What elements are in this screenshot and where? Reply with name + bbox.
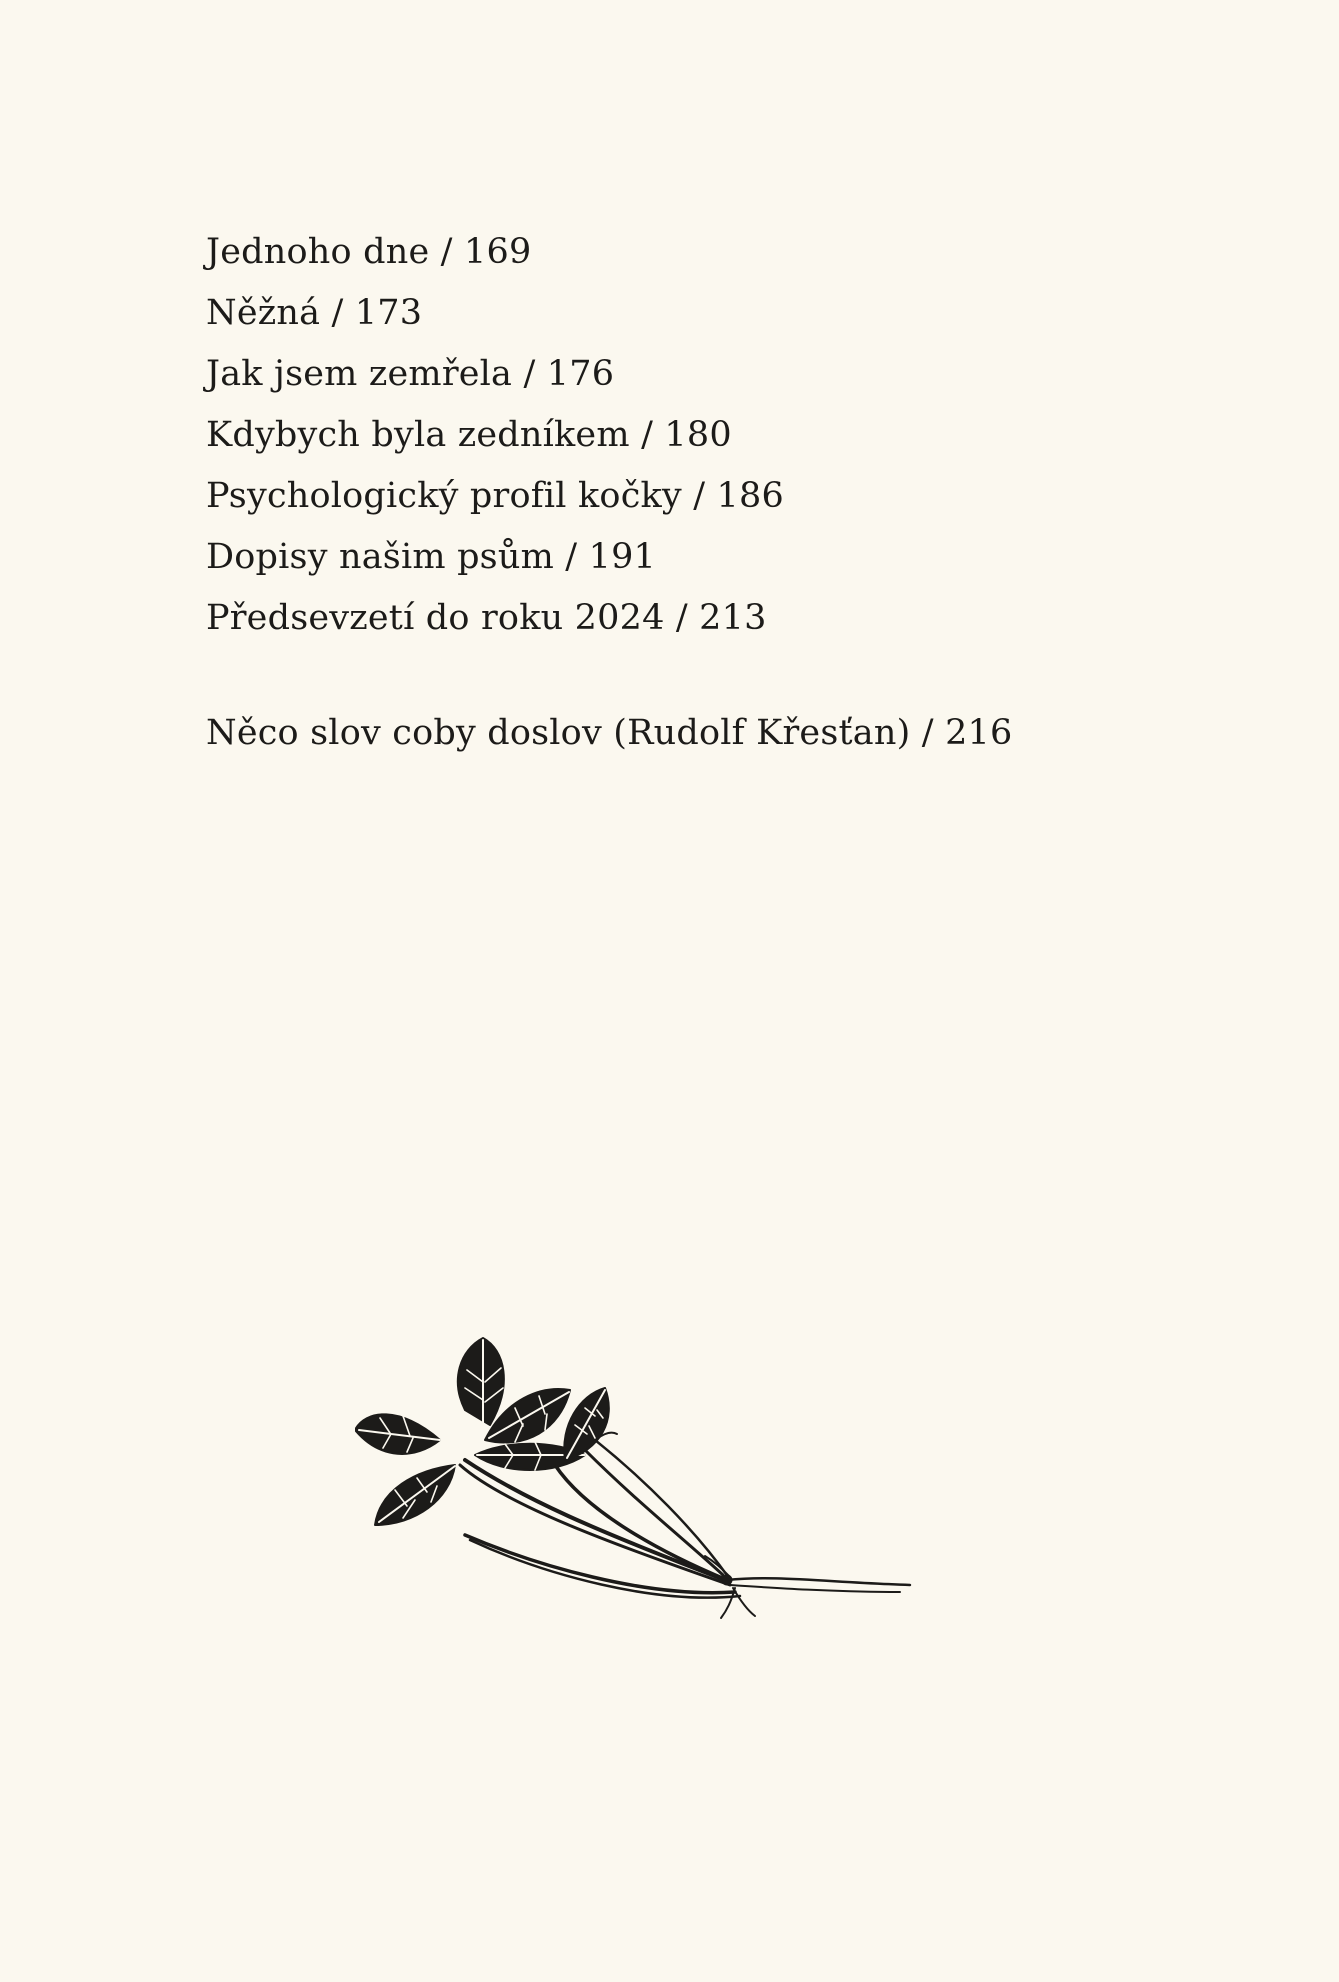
- toc-entry: Něžná / 173: [206, 293, 423, 333]
- toc-entry: Jednoho dne / 169: [206, 232, 532, 272]
- table-of-contents: [206, 222, 1206, 649]
- toc-entry: Psychologický profil kočky / 186: [206, 476, 784, 516]
- toc-entry: Kdybych byla zedníkem / 180: [206, 415, 732, 455]
- toc-afterword-entry: Něco slov coby doslov (Rudolf Křesťan) / 216: [206, 713, 1013, 753]
- toc-entry: Jak jsem zemřela / 176: [206, 354, 615, 394]
- toc-entry: Předsevzetí do roku 2024 / 213: [206, 598, 767, 638]
- toc-entry: Dopisy našim psům / 191: [206, 537, 657, 577]
- strawberry-plant-illustration-icon: [355, 1330, 935, 1630]
